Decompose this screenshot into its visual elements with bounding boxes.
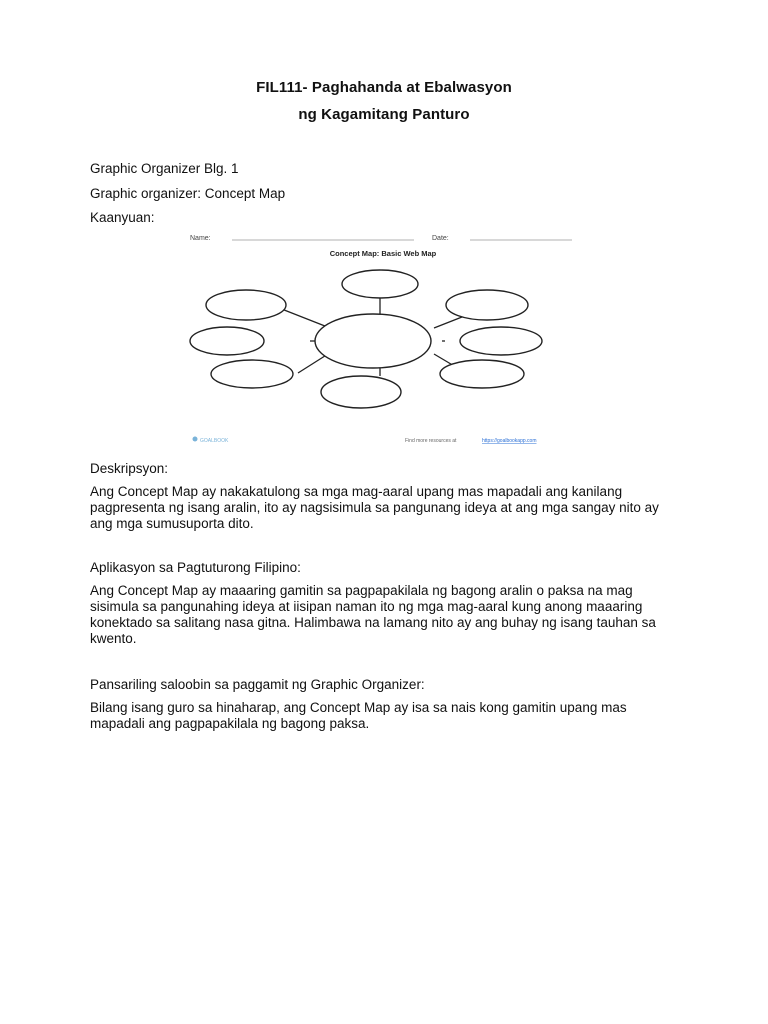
application-line: kwento. xyxy=(90,631,137,646)
reflection-heading: Pansariling saloobin sa paggamit ng Graphic Organizer: xyxy=(90,677,425,692)
branch-bubble-lower-left xyxy=(211,360,293,388)
document-title-line-2: ng Kagamitang Panturo xyxy=(298,106,470,123)
description-line: pagpresenta ng isang aralin, ito ay nagsisimula sa pangunang ideya at ang mga sangay nito ay xyxy=(90,500,659,515)
branch-bubble-upper-right xyxy=(446,290,528,320)
goalbook-logo-text: GOALBOOK xyxy=(200,438,229,444)
application-paragraph xyxy=(90,583,690,647)
document-title-line-1: FIL111- Paghahanda at Ebalwasyon xyxy=(256,79,512,96)
organizer-number: Graphic Organizer Blg. 1 xyxy=(90,161,239,176)
organizer-type: Graphic organizer: Concept Map xyxy=(90,186,286,201)
branch-bubble-lower-right xyxy=(440,360,524,388)
branch-bubble-bottom xyxy=(321,376,401,408)
concept-map-title: Concept Map: Basic Web Map xyxy=(329,249,437,258)
description-paragraph xyxy=(90,484,690,532)
reflection-paragraph xyxy=(90,700,690,732)
branch-bubble-top xyxy=(342,270,418,298)
goalbook-logo-icon xyxy=(193,437,198,442)
description-heading: Deskripsyon: xyxy=(90,461,169,476)
branch-bubble-right xyxy=(460,327,542,355)
description-line: Ang Concept Map ay nakakatulong sa mga mag-aaral upang mas mapadali ang kanilang xyxy=(90,484,623,499)
figure-footer-link[interactable]: https://goalbookapp.com xyxy=(482,438,537,444)
reflection-line: Bilang isang guro sa hinaharap, ang Concept Map ay isa sa nais kong gamitin upang mas xyxy=(90,700,627,715)
branch-bubble-left xyxy=(190,327,264,355)
application-line: Ang Concept Map ay maaaring gamitin sa pagpapakilala ng bagong aralin o paksa na mag xyxy=(90,583,633,598)
application-line: sisimula sa pangunahing ideya at iisipan naman ito ng mga mag-aaral kung anong maaaring xyxy=(90,599,643,614)
application-heading: Aplikasyon sa Pagtuturong Filipino: xyxy=(90,560,301,575)
application-line: konektado sa salitang nasa gitna. Halimbawa na lamang nito ay ang buhay ng isang tauhan sa xyxy=(90,615,656,630)
figure-date-label: Date: xyxy=(432,235,449,242)
branch-bubble-upper-left xyxy=(206,290,286,320)
concept-map-figure xyxy=(178,228,590,450)
description-line: ang mga sumusuporta dito. xyxy=(90,516,254,531)
figure-footer-text: Find more resources at xyxy=(405,438,457,444)
reflection-line: mapadali ang pagpapakilala ng bagong paksa. xyxy=(90,716,370,731)
form-label: Kaanyuan: xyxy=(90,210,155,225)
central-idea-bubble xyxy=(315,314,431,368)
figure-name-label: Name: xyxy=(190,235,211,242)
